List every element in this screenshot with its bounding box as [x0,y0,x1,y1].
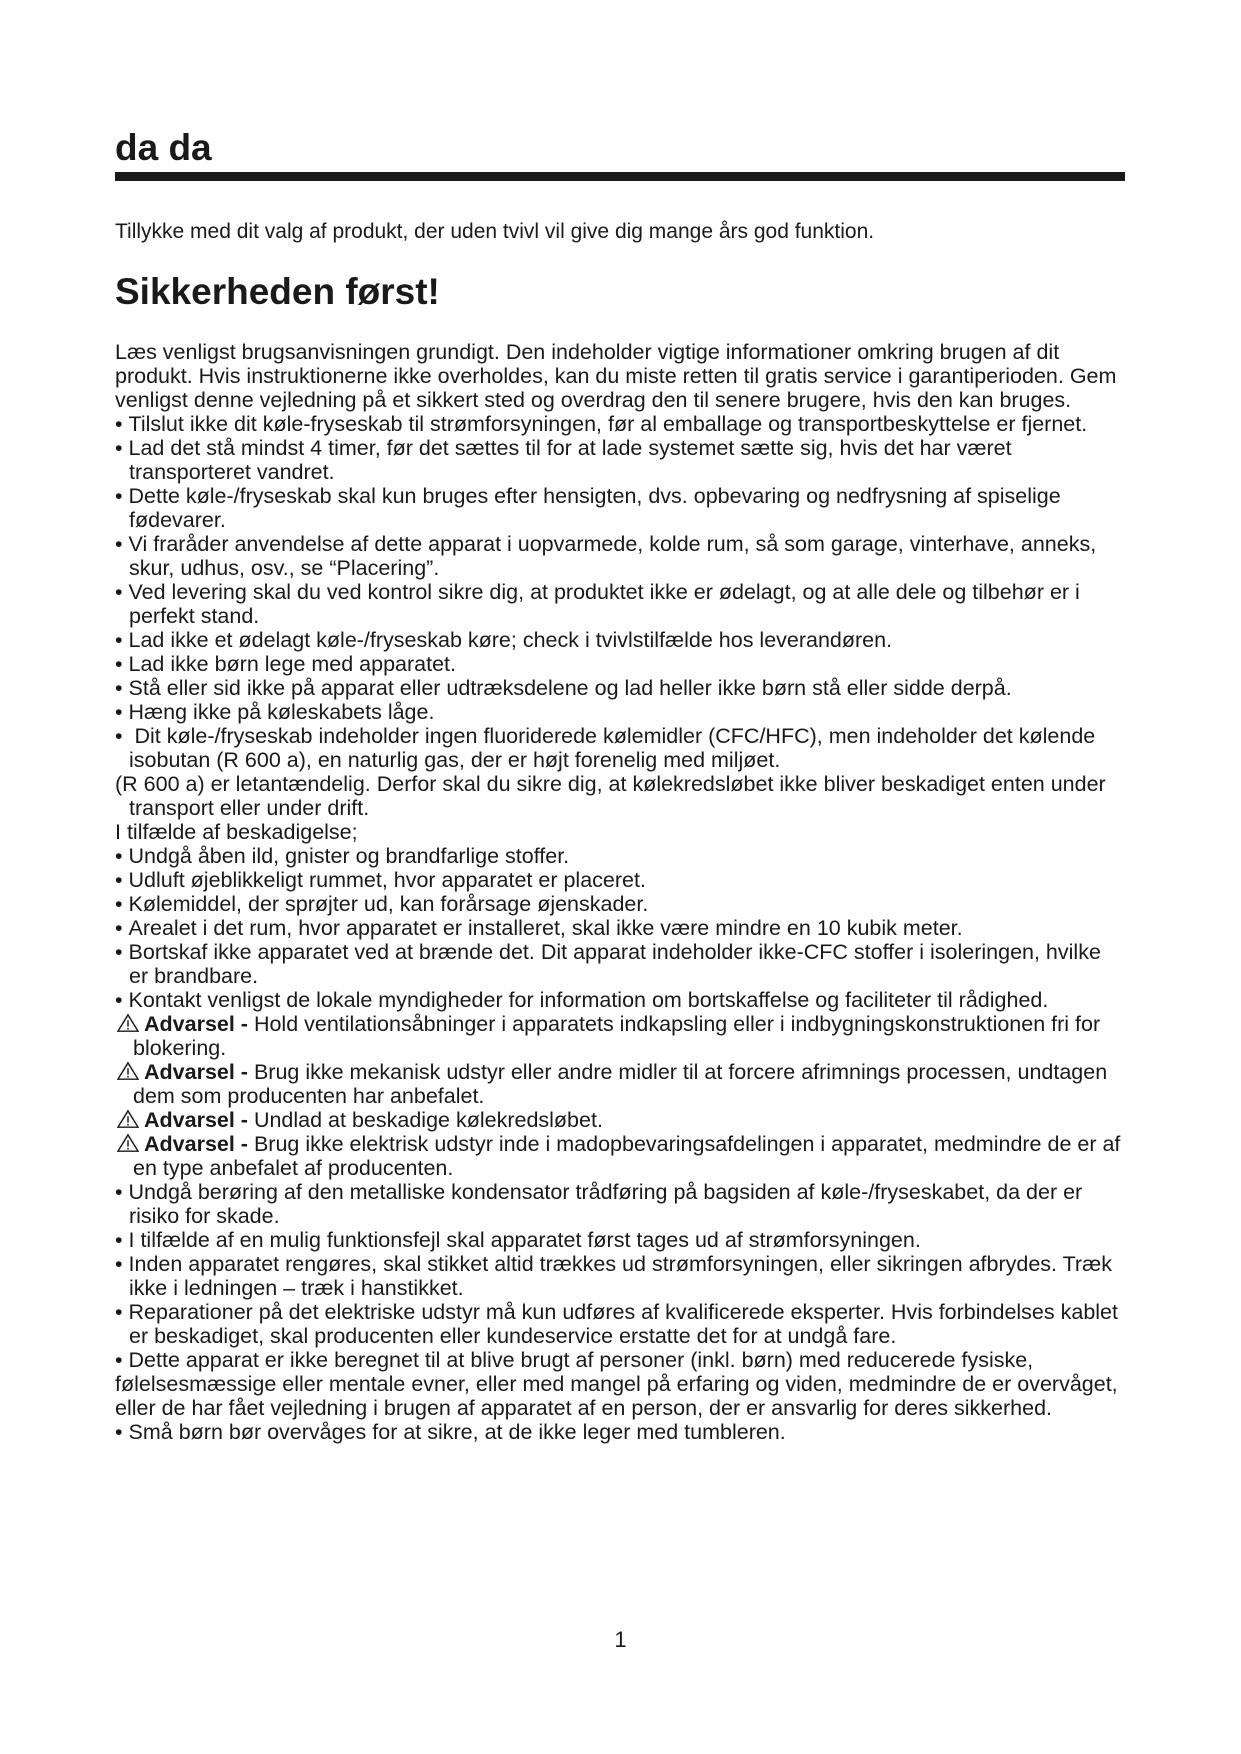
warning-triangle-icon [115,1109,141,1129]
refrigerant-line-1: Dit køle-/fryseskab indeholder ingen fluoriderede kølemidler (CFC/HFC), men indeholder det kølende isobutan (R 600 a), en naturlig gas, der er højt forenelig med miljøet. [129,723,1096,772]
last-paragraph: • Dette apparat er ikke beregnet til at blive brugt af personer (inkl. børn) med reducerede fysiske, følelsesmæssige eller mentale evner, eller med mangel på erfaring og viden, medmindre de er overvåget, eller de har fået vejledning i brugen af apparatet af en person, der er ansvarlig for deres sikkerhed. [115,1348,1125,1420]
warning-item [115,1132,1125,1180]
list-item: • Ved levering skal du ved kontrol sikre dig, at produktet ikke er ødelagt, og at alle dele og tilbehør er i perfekt stand. [115,580,1125,628]
list-item: • Lad det stå mindst 4 timer, før det sættes til for at lade systemet sætte sig, hvis det har været transporteret vandret. [115,436,1125,484]
damage-sub-list [115,844,1125,916]
safety-list-1 [115,412,1125,724]
list-item: • Undgå berøring af den metalliske kondensator trådføring på bagsiden af køle-/fryseskabet, da der er risiko for skade. [115,1180,1125,1228]
intro-paragraph: Læs venligst brugsanvisningen grundigt. Den indeholder vigtige informationer omkring brugen af dit produkt. Hvis instruktionerne ikke overholdes, kan du miste retten til gratis service i garantiperioden. Gem venligst denne vejledning på et sikkert sted og overdrag den til senere brugere, hvis den kan bruges. [115,339,1117,412]
warning-label: Advarsel - [144,1131,248,1156]
warning-list [115,1012,1125,1180]
warning-triangle-icon [115,1133,141,1153]
safety-list-3 [115,916,1125,1012]
list-item: • Dette køle-/fryseskab skal kun bruges efter hensigten, dvs. opbevaring og nedfrysning af spiselige fødevarer. [115,484,1125,532]
header-rule [115,172,1125,181]
list-item: • Lad ikke et ødelagt køle-/fryseskab køre; check i tvivlstilfælde hos leverandøren. [115,628,1125,652]
refrigerant-item [115,724,1125,844]
list-item: • Tilslut ikke dit køle-fryseskab til strømforsyningen, før al emballage og transportbeskyttelse er fjernet. [115,412,1125,436]
intro-text: Tillykke med dit valg af produkt, der uden tvivl vil give dig mange års god funktion. [115,219,875,243]
list-item: • Små børn bør overvåges for at sikre, at de ikke leger med tumbleren. [115,1420,1125,1444]
refrigerant-line-3: I tilfælde af beskadigelse; [115,819,358,844]
warning-text: Undlad at beskadige kølekredsløbet. [253,1107,603,1132]
warning-label: Advarsel - [144,1107,248,1132]
sub-list-item: • Udluft øjeblikkeligt rummet, hvor apparatet er placeret. [115,868,1125,892]
list-item: • Kontakt venligst de lokale myndigheder for information om bortskaffelse og faciliteter til rådighed. [115,988,1125,1012]
list-item: • Stå eller sid ikke på apparat eller udtræksdelene og lad heller ikke børn stå eller sidde derpå. [115,676,1125,700]
list-item: • Hæng ikke på køleskabets låge. [115,700,1125,724]
page-header-title: da da [115,127,212,168]
list-item: • Vi fraråder anvendelse af dette apparat i uopvarmede, kolde rum, så som garage, vinterhave, anneks, skur, udhus, osv., se “Placering”. [115,532,1125,580]
sub-list-item: • Undgå åben ild, gnister og brandfarlige stoffer. [115,844,1125,868]
warning-label: Advarsel - [144,1059,248,1084]
warning-text: Brug ikke elektrisk udstyr inde i madopbevaringsafdelingen i apparatet, medmindre de er af en type anbefalet af producenten. [133,1131,1121,1180]
warning-triangle-icon [115,1013,141,1033]
list-item: • Inden apparatet rengøres, skal stikket altid trækkes ud strømforsyningen, eller sikringen afbrydes. Træk ikke i ledningen – træk i hanstikket. [115,1252,1125,1300]
page-number: 1 [614,1627,627,1652]
document-page [115,128,1125,1444]
warning-text: Hold ventilationsåbninger i apparatets indkapsling eller i indbygningskonstruktionen fri for blokering. [133,1011,1101,1060]
warning-triangle-icon [115,1061,141,1081]
refrigerant-line-2: (R 600 a) er letantændelig. Derfor skal du sikre dig, at kølekredsløbet ikke bliver beskadiget enten under transport eller under drift. [115,771,1106,820]
warning-item [115,1060,1125,1108]
warning-label: Advarsel - [144,1011,248,1036]
warning-text: Brug ikke mekanisk udstyr eller andre midler til at forcere afrimnings processen, undtagen dem som producenten har anbefalet. [133,1059,1108,1108]
list-item: • Reparationer på det elektriske udstyr må kun udføres af kvalificerede eksperter. Hvis forbindelses kablet er beskadiget, skal producenten eller kundeservice erstatte det for at undgå fare. [115,1300,1125,1348]
list-item: • Arealet i det rum, hvor apparatet er installeret, skal ikke være mindre en 10 kubik meter. [115,916,1125,940]
list-item: • Bortskaf ikke apparatet ved at brænde det. Dit apparat indeholder ikke-CFC stoffer i isoleringen, hvilke er brandbare. [115,940,1125,988]
warning-item [115,1108,1125,1132]
warning-item [115,1012,1125,1060]
safety-list-4 [115,1180,1125,1444]
section-heading: Sikkerheden først! [115,270,440,312]
list-item: • Lad ikke børn lege med apparatet. [115,652,1125,676]
list-item: • I tilfælde af en mulig funktionsfejl skal apparatet først tages ud af strømforsyningen. [115,1228,1125,1252]
sub-list-item: • Kølemiddel, der sprøjter ud, kan forårsage øjenskader. [115,892,1125,916]
refrigerant-list [115,724,1125,844]
